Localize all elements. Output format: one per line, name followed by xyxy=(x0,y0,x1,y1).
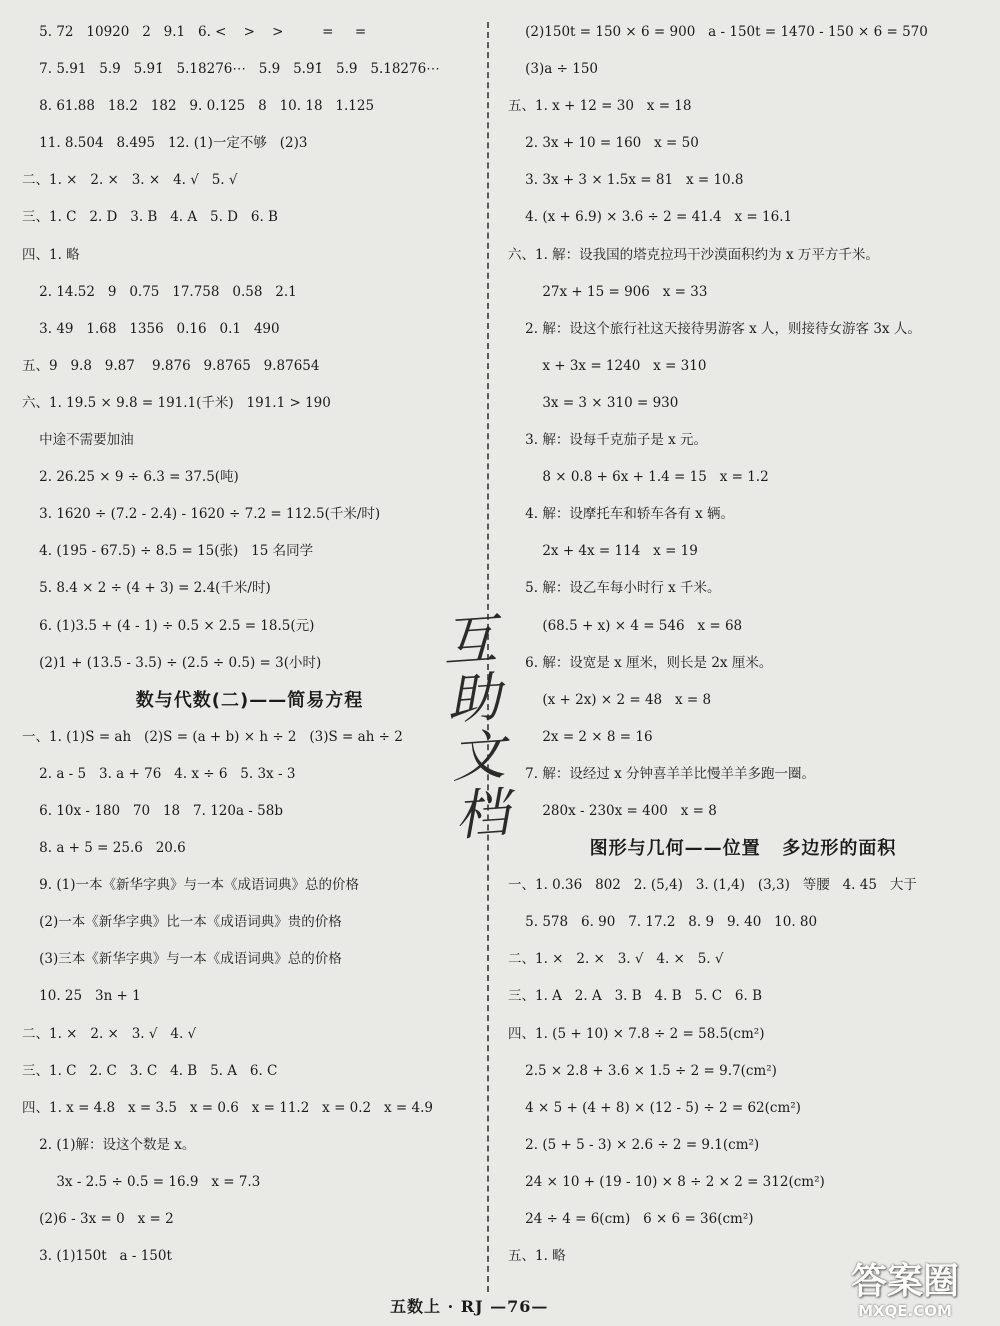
answer-line: 2. a - 5 3. a + 76 4. x ÷ 6 5. 3x - 3 xyxy=(22,765,296,782)
answer-line: 11. 8.504 8.495 12. (1)一定不够 (2)3 xyxy=(22,135,308,152)
answer-line: 3. (1)150t a - 150t xyxy=(22,1248,172,1265)
answer-line: 二、1. × 2. × 3. √ 4. × 5. √ xyxy=(508,951,724,968)
answer-line: 3x = 3 × 310 = 930 xyxy=(508,394,679,411)
answer-line: 中途不需要加油 xyxy=(22,432,134,449)
watermark-logo-text: 答案圈 xyxy=(850,1261,959,1302)
watermark-url: MXQE.COM xyxy=(858,1302,952,1320)
answer-line: 2. 3x + 10 = 160 x = 50 xyxy=(508,135,699,152)
answer-line: (68.5 + x) × 4 = 546 x = 68 xyxy=(508,617,743,634)
answer-line: (2)一本《新华字典》比一本《成语词典》贵的价格 xyxy=(22,914,342,931)
answer-line: x + 3x = 1240 x = 310 xyxy=(508,357,707,374)
answer-line: 2x + 4x = 114 x = 19 xyxy=(508,543,698,560)
answer-line: 3. 解：设每千克茄子是 x 元。 xyxy=(508,432,708,449)
answer-line: (2)1 + (13.5 - 3.5) ÷ (2.5 ÷ 0.5) = 3(小时) xyxy=(22,654,322,671)
answer-line: 六、1. 解：设我国的塔克拉玛干沙漠面积约为 x 万平方千米。 xyxy=(508,246,879,263)
answer-line: 10. 25 3n + 1 xyxy=(22,988,141,1005)
answer-line: 9. (1)一本《新华字典》与一本《成语词典》总的价格 xyxy=(22,877,359,894)
answer-line: (3)a ÷ 150 xyxy=(508,61,598,78)
answer-line: 三、1. C 2. C 3. C 4. B 5. A 6. C xyxy=(22,1062,278,1079)
answer-line: 二、1. × 2. × 3. √ 4. √ xyxy=(22,1025,197,1042)
answer-line: 四、1. 略 xyxy=(22,246,80,263)
answer-line: 7. 5.91 5.9̇ 5.9̇1̇ 5.18276⋯ 5.9 5.9̇1̇ 5.9̇ 5.18276⋯ xyxy=(22,61,440,78)
answer-line: 2x = 2 × 8 = 16 xyxy=(508,728,653,745)
answer-line: 5. 8.4 × 2 ÷ (4 + 3) = 2.4(千米/时) xyxy=(22,580,271,597)
right-column xyxy=(508,14,978,1275)
answer-line: 2. 解：设这个旅行社这天接待男游客 x 人，则接待女游客 3x 人。 xyxy=(508,320,921,337)
answer-line: 4. (x + 6.9) × 3.6 ÷ 2 = 41.4 x = 16.1 xyxy=(508,209,793,226)
site-watermark xyxy=(815,1262,995,1324)
answer-line: 一、1. (1)S = ah (2)S = (a + b) × h ÷ 2 (3)S = ah ÷ 2 xyxy=(22,728,403,745)
answer-line: 四、1. (5 + 10) × 7.8 ÷ 2 = 58.5(cm²) xyxy=(508,1025,765,1042)
answer-line: 2. 26.25 × 9 ÷ 6.3 = 37.5(吨) xyxy=(22,469,239,486)
handwritten-char: 档 xyxy=(452,780,512,848)
answer-line: 2.5 × 2.8 + 3.6 × 1.5 ÷ 2 = 9.7(cm²) xyxy=(508,1062,777,1079)
left-column xyxy=(22,14,477,1275)
answer-line: 280x - 230x = 400 x = 8 xyxy=(508,802,717,819)
answer-line: 五、9 9.8 9.87 9.876 9.8765 9.87654 xyxy=(22,357,320,374)
handwritten-char: 助 xyxy=(444,665,504,732)
answer-line: 3x - 2.5 ÷ 0.5 = 16.9 x = 7.3 xyxy=(22,1173,261,1190)
answer-line: 8. 61.88 18.2 182 9. 0.125 8 10. 18 1.125 xyxy=(22,98,375,115)
answer-line: 4. 解：设摩托车和轿车各有 x 辆。 xyxy=(508,506,735,523)
page-footer: 五数上 · RJ —76— xyxy=(390,1297,549,1316)
answer-line: 3. 1620 ÷ (7.2 - 2.4) - 1620 ÷ 7.2 = 112.5(千米/时) xyxy=(22,506,381,523)
answer-line: 三、1. A 2. A 3. B 4. B 5. C 6. B xyxy=(508,988,762,1005)
answer-line: 4 × 5 + (4 + 8) × (12 - 5) ÷ 2 = 62(cm²) xyxy=(508,1099,801,1116)
answer-line: 三、1. C 2. D 3. B 4. A 5. D 6. B xyxy=(22,209,278,226)
answer-line: 2. (1)解：设这个数是 x。 xyxy=(22,1136,196,1153)
answer-line: 3. 3x + 3 × 1.5x = 81 x = 10.8 xyxy=(508,172,744,189)
answer-line: (x + 2x) × 2 = 48 x = 8 xyxy=(508,691,712,708)
answer-line: (2)150t = 150 × 6 = 900 a - 150t = 1470 - 150 × 6 = 570 xyxy=(508,24,928,40)
answer-line: 8 × 0.8 + 6x + 1.4 = 15 x = 1.2 xyxy=(508,469,769,486)
answer-line: 24 ÷ 4 = 6(cm) 6 × 6 = 36(cm²) xyxy=(508,1211,754,1227)
answer-line: 四、1. x = 4.8 x = 3.5 x = 0.6 x = 11.2 x = 0.2 x = 4.9 xyxy=(22,1099,433,1116)
answer-line: 2. 14.52 9 0.75 17.758 0.58 2.1 xyxy=(22,283,297,300)
answer-line: 4. (195 - 67.5) ÷ 8.5 = 15(张) 15 名同学 xyxy=(22,543,314,560)
answer-line: 6. (1)3.5 + (4 - 1) ÷ 0.5 × 2.5 = 18.5(元) xyxy=(22,617,315,634)
answer-line: 8. a + 5 = 25.6 20.6 xyxy=(22,840,186,857)
answer-line: 27x + 15 = 906 x = 33 xyxy=(508,283,708,300)
answer-line: 五、1. x + 12 = 30 x = 18 xyxy=(508,98,692,115)
answer-line: 五、1. 略 xyxy=(508,1248,566,1265)
handwritten-note xyxy=(429,607,523,848)
section-heading: 图形与几何——位置 多边形的面积 xyxy=(589,838,897,860)
section-heading: 数与代数(二)——简易方程 xyxy=(135,689,364,711)
answer-line: (3)三本《新华字典》与一本《成语词典》总的价格 xyxy=(22,951,342,968)
answer-line: 3. 49 1.68 1356 0.16 0.1 490 xyxy=(22,320,280,337)
answer-line: 2. (5 + 5 - 3) × 2.6 ÷ 2 = 9.1(cm²) xyxy=(508,1136,760,1153)
handwritten-char: 文 xyxy=(448,723,508,790)
answer-line: 5. 72 10920 2 9.1 6. < > > = = xyxy=(22,24,367,40)
answer-line: 6. 10x - 180 70 18 7. 120a - 58b xyxy=(22,802,283,819)
handwritten-char: 互 xyxy=(440,607,500,675)
answer-line: 5. 解：设乙车每小时行 x 千米。 xyxy=(508,580,721,597)
answer-line: 六、1. 19.5 × 9.8 = 191.1(千米) 191.1 > 190 xyxy=(22,394,331,411)
answer-line: 6. 解：设宽是 x 厘米，则长是 2x 厘米。 xyxy=(508,654,773,671)
answer-line: 5. 578 6. 90 7. 17.2 8. 9 9. 40 10. 80 xyxy=(508,914,818,931)
answer-line: (2)6 - 3x = 0 x = 2 xyxy=(22,1211,174,1227)
answer-line: 二、1. × 2. × 3. × 4. √ 5. √ xyxy=(22,172,238,189)
answer-line: 24 × 10 + (19 - 10) × 8 ÷ 2 × 2 = 312(cm²) xyxy=(508,1173,825,1190)
answer-line: 一、1. 0.36 802 2. (5,4) 3. (1,4) (3,3) 等腰 4. 45 大于 xyxy=(508,877,917,894)
answer-line: 7. 解：设经过 x 分钟喜羊羊比慢羊羊多跑一圈。 xyxy=(508,765,816,782)
